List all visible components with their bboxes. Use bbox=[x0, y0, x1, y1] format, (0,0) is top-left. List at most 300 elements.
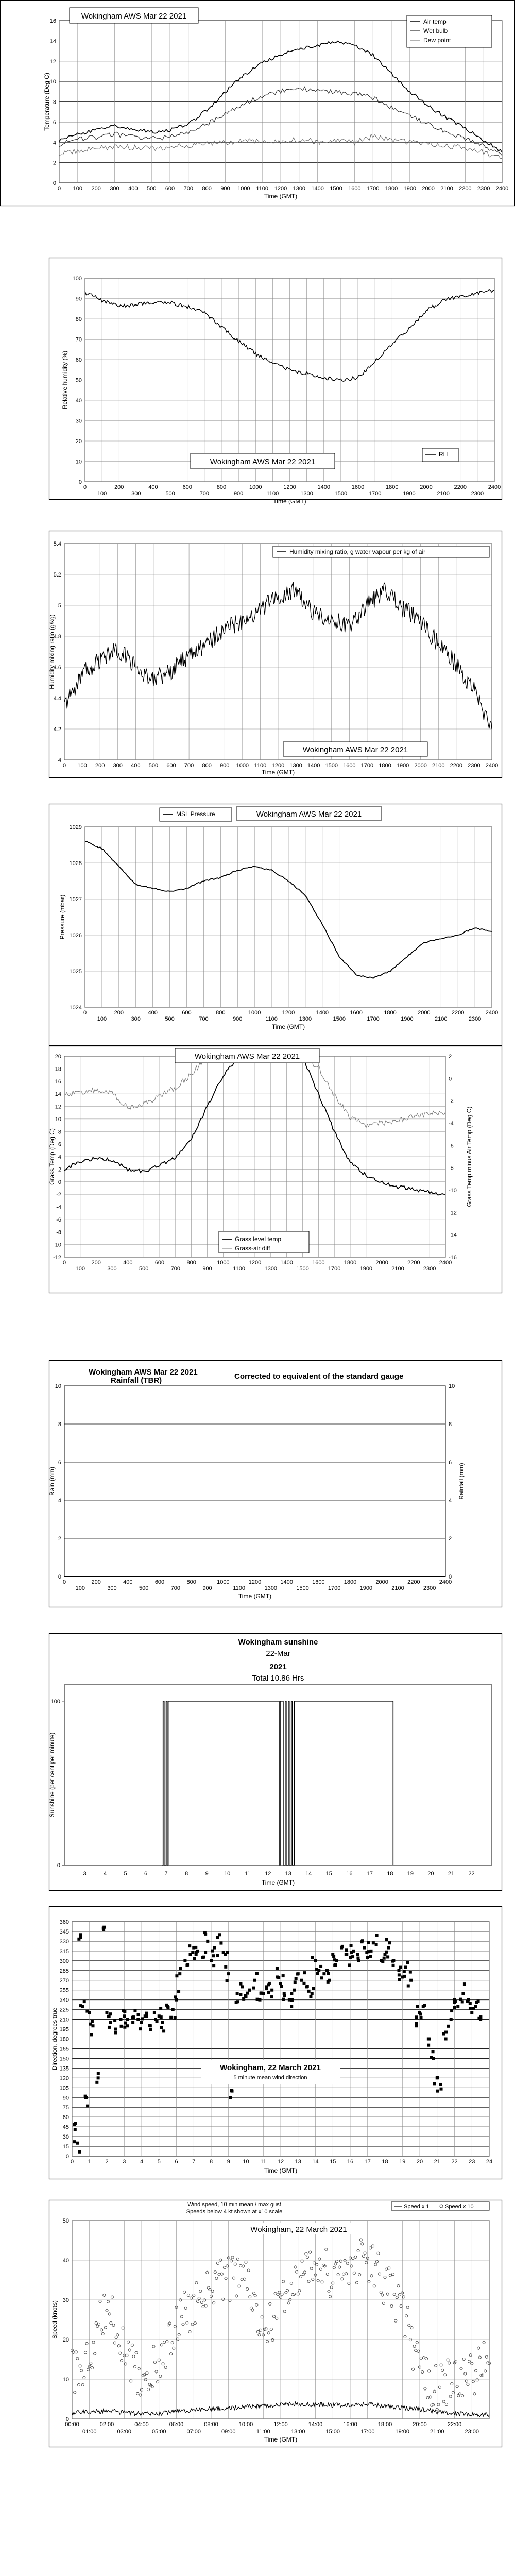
y2-tick-label: -6 bbox=[449, 1143, 454, 1149]
x-tick-label: 700 bbox=[199, 1016, 209, 1022]
x-tick-label: 1400 bbox=[316, 1010, 329, 1016]
y-tick-label: 15 bbox=[62, 2144, 69, 2150]
y-tick-label: 12 bbox=[49, 58, 56, 65]
data-point bbox=[95, 2081, 98, 2084]
y-tick-label: 90 bbox=[75, 296, 82, 302]
data-point bbox=[381, 1960, 384, 1963]
data-point bbox=[367, 1950, 370, 1953]
x-tick-label: 22:00 bbox=[447, 2421, 462, 2428]
x-axis-label: Time (GMT) bbox=[264, 2436, 298, 2443]
chart-note: Corrected to equivalent of the standard gauge bbox=[234, 1372, 404, 1381]
data-point bbox=[375, 1934, 379, 1937]
x-tick-label: 1300 bbox=[264, 1585, 278, 1591]
data-point bbox=[133, 2009, 136, 2012]
x-axis-label: Time (GMT) bbox=[264, 193, 298, 200]
y-tick-label: 100 bbox=[72, 276, 82, 282]
x-tick-label: 1800 bbox=[384, 1010, 397, 1016]
data-point bbox=[276, 1967, 279, 1970]
data-point bbox=[153, 2011, 156, 2014]
data-point bbox=[160, 2026, 163, 2029]
x-tick-label: 1700 bbox=[360, 762, 374, 769]
x-tick-label: 12 bbox=[277, 2159, 284, 2165]
x-tick-label: 800 bbox=[202, 762, 212, 769]
y2-tick-label: 8 bbox=[449, 1421, 452, 1428]
x-tick-label: 6 bbox=[175, 2159, 178, 2165]
legend-entry: Speed x 10 bbox=[445, 2204, 474, 2210]
data-point bbox=[79, 2004, 82, 2007]
data-point bbox=[139, 2027, 142, 2030]
x-tick-label: 700 bbox=[170, 1585, 181, 1591]
chart-title: Wokingham AWS Mar 22 2021 bbox=[89, 1368, 198, 1377]
x-tick-label: 05:00 bbox=[151, 2429, 166, 2435]
data-point bbox=[230, 2089, 233, 2092]
data-point bbox=[188, 1944, 191, 1947]
x-tick-label: 1000 bbox=[217, 1260, 230, 1266]
y2-tick-label: -2 bbox=[449, 1098, 454, 1105]
x-tick-label: 300 bbox=[107, 1585, 117, 1591]
data-point bbox=[114, 2031, 117, 2034]
x-tick-label: 10 bbox=[224, 1871, 231, 1877]
x-tick-label: 600 bbox=[154, 1260, 165, 1266]
data-point bbox=[239, 1993, 242, 1996]
data-point bbox=[106, 2011, 109, 2014]
y-tick-label: 330 bbox=[59, 1938, 69, 1945]
x-tick-label: 8 bbox=[209, 2159, 213, 2165]
data-point bbox=[444, 2038, 448, 2041]
data-point bbox=[453, 2006, 456, 2009]
y-tick-label: 8 bbox=[58, 1129, 61, 1136]
data-point bbox=[97, 2076, 100, 2079]
x-tick-label: 900 bbox=[220, 762, 230, 769]
x-tick-label: 200 bbox=[91, 1260, 101, 1266]
data-point bbox=[141, 2017, 144, 2020]
x-tick-label: 1500 bbox=[296, 1585, 309, 1591]
x-tick-label: 9 bbox=[227, 2159, 230, 2165]
x-tick-label: 14:00 bbox=[308, 2421, 323, 2428]
x-tick-label: 1800 bbox=[344, 1579, 357, 1585]
y2-axis-label: Rainfall (mm) bbox=[458, 1463, 465, 1500]
data-point bbox=[372, 1941, 375, 1944]
x-tick-label: 21 bbox=[448, 1871, 455, 1877]
data-point bbox=[469, 2002, 472, 2005]
data-point bbox=[293, 1989, 296, 1992]
data-point bbox=[241, 1985, 244, 1988]
y-tick-label: 2 bbox=[58, 1166, 61, 1173]
y-tick-label: 2 bbox=[58, 1536, 61, 1542]
x-tick-label: 06:00 bbox=[169, 2421, 184, 2428]
y2-axis-label: Grass Temp minus Air Temp (Deg C) bbox=[466, 1106, 473, 1207]
data-point bbox=[369, 1955, 372, 1958]
data-point bbox=[296, 1973, 299, 1976]
y-tick-label: 240 bbox=[59, 1997, 69, 2004]
data-point bbox=[311, 1956, 314, 1959]
x-tick-label: 2300 bbox=[468, 1016, 482, 1022]
x-tick-label: 200 bbox=[91, 185, 101, 192]
x-tick-label: 100 bbox=[75, 1585, 85, 1591]
data-point bbox=[140, 2021, 143, 2024]
data-point bbox=[444, 2031, 448, 2034]
x-tick-label: 8 bbox=[185, 1871, 188, 1877]
x-tick-label: 14 bbox=[305, 1871, 312, 1877]
x-tick-label: 01:00 bbox=[82, 2429, 97, 2435]
data-point bbox=[409, 1979, 413, 1982]
x-tick-label: 500 bbox=[139, 1585, 149, 1591]
x-tick-label: 2000 bbox=[420, 484, 433, 490]
x-tick-label: 1100 bbox=[233, 1266, 245, 1272]
y-tick-label: 1027 bbox=[69, 896, 82, 903]
data-point bbox=[447, 2025, 450, 2028]
data-point bbox=[114, 2028, 117, 2031]
y-tick-label: -6 bbox=[56, 1216, 61, 1223]
data-point bbox=[427, 2044, 430, 2047]
y-tick-label: 20 bbox=[62, 2337, 69, 2343]
x-tick-label: 1000 bbox=[236, 762, 249, 769]
legend-entry: Speed x 1 bbox=[404, 2204, 430, 2210]
x-tick-label: 1900 bbox=[403, 185, 417, 192]
x-tick-label: 0 bbox=[83, 484, 87, 490]
x-tick-label: 03:00 bbox=[117, 2429, 132, 2435]
data-point bbox=[224, 1965, 227, 1969]
x-tick-label: 2200 bbox=[459, 185, 472, 192]
data-point bbox=[174, 1995, 177, 1998]
y-tick-label: 18 bbox=[55, 1066, 61, 1073]
data-point bbox=[165, 2004, 168, 2007]
data-point bbox=[92, 2024, 95, 2027]
data-point bbox=[307, 1990, 311, 1993]
data-point bbox=[432, 2050, 435, 2053]
data-point bbox=[311, 1992, 314, 1995]
x-tick-label: 2100 bbox=[435, 1016, 448, 1022]
y-tick-label: -2 bbox=[56, 1192, 61, 1198]
y-tick-label: 10 bbox=[55, 1116, 61, 1123]
x-tick-label: 02:00 bbox=[99, 2421, 114, 2428]
x-tick-label: 900 bbox=[220, 185, 230, 192]
data-point bbox=[126, 2024, 129, 2027]
data-point bbox=[113, 2019, 116, 2022]
data-point bbox=[246, 1992, 249, 1995]
data-point bbox=[109, 2012, 112, 2015]
x-tick-label: 1500 bbox=[330, 185, 342, 192]
data-point bbox=[332, 1955, 335, 1958]
y-tick-label: 345 bbox=[59, 1928, 69, 1935]
x-tick-label: 1900 bbox=[403, 490, 416, 497]
data-point bbox=[282, 1998, 285, 2001]
data-point bbox=[203, 1931, 207, 1934]
x-tick-label: 1500 bbox=[325, 762, 338, 769]
y-tick-label: 20 bbox=[75, 438, 82, 445]
data-point bbox=[403, 1975, 406, 1978]
x-tick-label: 15 bbox=[330, 2159, 336, 2165]
legend-entry: MSL Pressure bbox=[176, 810, 215, 818]
data-point bbox=[148, 2024, 151, 2027]
y-axis-label: Rain (mm) bbox=[48, 1467, 56, 1496]
data-point bbox=[290, 1998, 294, 2002]
data-point bbox=[226, 1979, 229, 1982]
data-point bbox=[252, 1987, 255, 1990]
y-tick-label: 0 bbox=[53, 180, 56, 187]
data-point bbox=[341, 1945, 344, 1948]
y-tick-label: 1029 bbox=[69, 824, 82, 831]
data-point bbox=[356, 1957, 359, 1960]
x-tick-label: 1200 bbox=[282, 1010, 295, 1016]
data-point bbox=[348, 1963, 351, 1967]
x-tick-label: 1200 bbox=[248, 1260, 262, 1266]
x-tick-label: 20 bbox=[416, 2159, 423, 2165]
chart-title: Wokingham AWS Mar 22 2021 bbox=[81, 12, 187, 21]
x-tick-label: 1600 bbox=[312, 1260, 325, 1266]
y-tick-label: 60 bbox=[62, 2114, 69, 2121]
x-tick-label: 1600 bbox=[348, 185, 361, 192]
y2-tick-label: 4 bbox=[449, 1498, 452, 1504]
y2-tick-label: 2 bbox=[449, 1536, 452, 1542]
data-point bbox=[352, 1950, 355, 1953]
data-point bbox=[325, 1969, 329, 1972]
data-point bbox=[136, 2018, 140, 2021]
x-tick-label: 1000 bbox=[237, 185, 250, 192]
y-tick-label: 8 bbox=[58, 1421, 61, 1428]
x-tick-label: 0 bbox=[70, 2159, 74, 2165]
x-tick-label: 19 bbox=[399, 2159, 406, 2165]
x-tick-label: 1700 bbox=[367, 1016, 380, 1022]
data-point bbox=[416, 2005, 419, 2008]
data-point bbox=[126, 2018, 129, 2021]
data-point bbox=[385, 1951, 388, 1954]
data-point bbox=[202, 1956, 205, 1959]
x-tick-label: 1100 bbox=[265, 1016, 278, 1022]
data-point bbox=[306, 1985, 309, 1988]
x-tick-label: 7 bbox=[164, 1871, 168, 1877]
x-tick-label: 2200 bbox=[451, 1010, 465, 1016]
data-point bbox=[474, 2005, 477, 2008]
x-tick-label: 2400 bbox=[488, 484, 501, 490]
data-point bbox=[83, 2000, 86, 2003]
y-tick-label: 5 bbox=[58, 603, 61, 609]
x-tick-label: 16 bbox=[346, 1871, 353, 1877]
x-tick-label: 17:00 bbox=[360, 2429, 375, 2435]
y-tick-label: 90 bbox=[62, 2095, 69, 2102]
y-tick-label: 2 bbox=[53, 160, 56, 166]
x-tick-label: 1200 bbox=[274, 185, 287, 192]
data-point bbox=[156, 2020, 159, 2023]
data-point bbox=[161, 2021, 164, 2024]
chart-year: 2021 bbox=[269, 1663, 287, 1671]
chart-title: Wokingham sunshine bbox=[238, 1638, 318, 1647]
data-point bbox=[239, 1982, 242, 1986]
data-point bbox=[260, 1991, 263, 1994]
x-tick-label: 23:00 bbox=[465, 2429, 479, 2435]
x-axis-label: Time (GMT) bbox=[271, 1023, 305, 1030]
x-tick-label: 600 bbox=[154, 1579, 165, 1585]
x-tick-label: 200 bbox=[91, 1579, 101, 1585]
chart-6 bbox=[48, 1361, 502, 1607]
y-tick-label: 6 bbox=[53, 119, 56, 126]
y-axis-label: Sunshine (per cent per minute) bbox=[48, 1732, 56, 1818]
chart-8 bbox=[49, 1907, 502, 2179]
y-tick-label: 0 bbox=[58, 1574, 61, 1580]
x-tick-label: 400 bbox=[128, 185, 138, 192]
data-point bbox=[253, 1979, 256, 1982]
x-tick-label: 1500 bbox=[334, 490, 348, 497]
data-point bbox=[454, 2000, 457, 2003]
data-point bbox=[420, 2016, 423, 2019]
data-point bbox=[398, 1978, 401, 1981]
data-point bbox=[78, 2150, 81, 2154]
chart-title: Wokingham AWS Mar 22 2021 bbox=[256, 810, 362, 819]
data-point bbox=[456, 2005, 459, 2008]
chart-9 bbox=[49, 2200, 502, 2447]
data-point bbox=[191, 1951, 194, 1954]
y-tick-label: 30 bbox=[75, 418, 82, 425]
x-tick-label: 1000 bbox=[249, 484, 262, 490]
data-point bbox=[375, 1943, 378, 1946]
x-tick-label: 2200 bbox=[454, 484, 467, 490]
chart-note: Speeds below 4 kt shown at x10 scale bbox=[186, 2209, 283, 2215]
x-tick-label: 300 bbox=[107, 1266, 117, 1272]
y-axis-label: Relative humidity (%) bbox=[61, 350, 68, 410]
x-tick-label: 2000 bbox=[422, 185, 435, 192]
y-tick-label: 135 bbox=[59, 2065, 69, 2072]
legend-entry: Wet bulb bbox=[423, 27, 448, 35]
x-tick-label: 1600 bbox=[351, 484, 365, 490]
y-tick-label: 270 bbox=[59, 1977, 69, 1984]
x-tick-label: 200 bbox=[114, 1010, 124, 1016]
x-tick-label: 500 bbox=[165, 1016, 175, 1022]
x-tick-label: 1000 bbox=[217, 1579, 230, 1585]
chart-5 bbox=[48, 1046, 502, 1293]
y-tick-label: 1025 bbox=[69, 969, 82, 975]
data-point bbox=[255, 1972, 259, 1975]
x-tick-label: 1200 bbox=[271, 762, 285, 769]
x-tick-label: 300 bbox=[131, 490, 141, 497]
y-tick-label: 30 bbox=[62, 2297, 69, 2303]
data-point bbox=[282, 1974, 285, 1977]
data-point bbox=[403, 1970, 406, 1973]
data-point bbox=[367, 1941, 370, 1944]
x-tick-label: 5 bbox=[124, 1871, 127, 1877]
x-tick-label: 400 bbox=[123, 1260, 133, 1266]
x-tick-label: 600 bbox=[165, 185, 175, 192]
x-tick-label: 12:00 bbox=[273, 2421, 288, 2428]
data-point bbox=[357, 1959, 360, 1962]
x-tick-label: 11 bbox=[260, 2159, 266, 2165]
data-point bbox=[219, 1942, 222, 1945]
x-tick-label: 10 bbox=[243, 2159, 249, 2165]
x-tick-label: 24 bbox=[486, 2159, 493, 2165]
data-point bbox=[268, 1982, 271, 1985]
y-tick-label: 12 bbox=[55, 1104, 61, 1110]
data-point bbox=[303, 1971, 306, 1974]
data-point bbox=[366, 1956, 369, 1959]
y-tick-label: 40 bbox=[62, 2258, 69, 2264]
y-tick-label: 100 bbox=[50, 1698, 60, 1705]
x-tick-label: 18:00 bbox=[377, 2421, 392, 2428]
x-axis-label: Time (GMT) bbox=[261, 1879, 295, 1886]
x-tick-label: 1900 bbox=[359, 1266, 373, 1272]
data-point bbox=[227, 1972, 230, 1975]
data-point bbox=[159, 2007, 162, 2010]
y-tick-label: 180 bbox=[59, 2036, 69, 2043]
data-point bbox=[222, 1951, 225, 1954]
x-tick-label: 2400 bbox=[439, 1260, 452, 1266]
data-point bbox=[196, 1950, 199, 1953]
data-point bbox=[97, 2072, 100, 2075]
data-point bbox=[419, 2012, 422, 2015]
x-tick-label: 900 bbox=[202, 1266, 212, 1272]
y-tick-label: 40 bbox=[75, 398, 82, 404]
data-point bbox=[383, 1957, 386, 1960]
data-point bbox=[73, 2123, 76, 2126]
x-tick-label: 600 bbox=[182, 1010, 192, 1016]
data-point bbox=[279, 1982, 282, 1985]
data-point bbox=[319, 1965, 322, 1968]
chart-note: Wind speed, 10 min mean / max gust bbox=[187, 2201, 281, 2208]
x-tick-label: 700 bbox=[183, 185, 194, 192]
data-point bbox=[145, 2012, 148, 2015]
x-tick-label: 1600 bbox=[350, 1010, 363, 1016]
data-point bbox=[123, 2026, 126, 2029]
data-point bbox=[322, 1972, 325, 1975]
x-tick-label: 1400 bbox=[311, 185, 324, 192]
x-tick-label: 400 bbox=[148, 484, 158, 490]
data-point bbox=[290, 1992, 293, 1995]
data-point bbox=[74, 2128, 77, 2131]
x-tick-label: 2000 bbox=[418, 1010, 431, 1016]
y-tick-label: 60 bbox=[75, 357, 82, 363]
chart-subtitle: 22-Mar bbox=[266, 1649, 290, 1658]
legend-entry: Humidity mixing ratio, g water vapour per kg of air bbox=[289, 548, 426, 555]
y2-tick-label: -14 bbox=[449, 1232, 457, 1239]
data-point bbox=[309, 1995, 312, 1998]
x-tick-label: 3 bbox=[83, 1871, 87, 1877]
data-point bbox=[179, 1967, 182, 1970]
y-tick-label: 70 bbox=[75, 336, 82, 343]
data-point bbox=[120, 2025, 123, 2028]
x-tick-label: 1600 bbox=[343, 762, 356, 769]
data-point bbox=[229, 2096, 232, 2099]
data-point bbox=[210, 1959, 213, 1962]
x-tick-label: 1300 bbox=[264, 1266, 278, 1272]
data-point bbox=[295, 1977, 298, 1980]
x-tick-label: 500 bbox=[139, 1266, 149, 1272]
x-axis-label: Time (GMT) bbox=[261, 769, 295, 776]
y-tick-label: 5.4 bbox=[53, 541, 61, 547]
data-point bbox=[85, 2010, 89, 2013]
data-point bbox=[102, 1928, 105, 1931]
y-tick-label: 14 bbox=[55, 1091, 61, 1098]
x-tick-label: 2300 bbox=[477, 185, 490, 192]
x-tick-label: 2000 bbox=[375, 1579, 388, 1585]
data-point bbox=[320, 1976, 323, 1979]
data-point bbox=[479, 2015, 482, 2019]
data-point bbox=[216, 1936, 219, 1939]
x-tick-label: 09:00 bbox=[221, 2429, 236, 2435]
x-tick-label: 2000 bbox=[375, 1260, 388, 1266]
x-tick-label: 22 bbox=[468, 1871, 475, 1877]
y-tick-label: -4 bbox=[56, 1204, 61, 1211]
x-tick-label: 23 bbox=[469, 2159, 475, 2165]
x-tick-label: 1300 bbox=[300, 490, 313, 497]
x-tick-label: 07:00 bbox=[186, 2429, 201, 2435]
x-tick-label: 2400 bbox=[495, 185, 509, 192]
data-point bbox=[277, 1976, 280, 1979]
x-tick-label: 1600 bbox=[312, 1579, 325, 1585]
x-tick-label: 0 bbox=[62, 1260, 66, 1266]
data-point bbox=[312, 1987, 315, 1990]
x-tick-label: 18 bbox=[387, 1871, 393, 1877]
x-tick-label: 1700 bbox=[328, 1266, 341, 1272]
x-tick-label: 16 bbox=[347, 2159, 354, 2165]
x-tick-label: 22 bbox=[451, 2159, 458, 2165]
